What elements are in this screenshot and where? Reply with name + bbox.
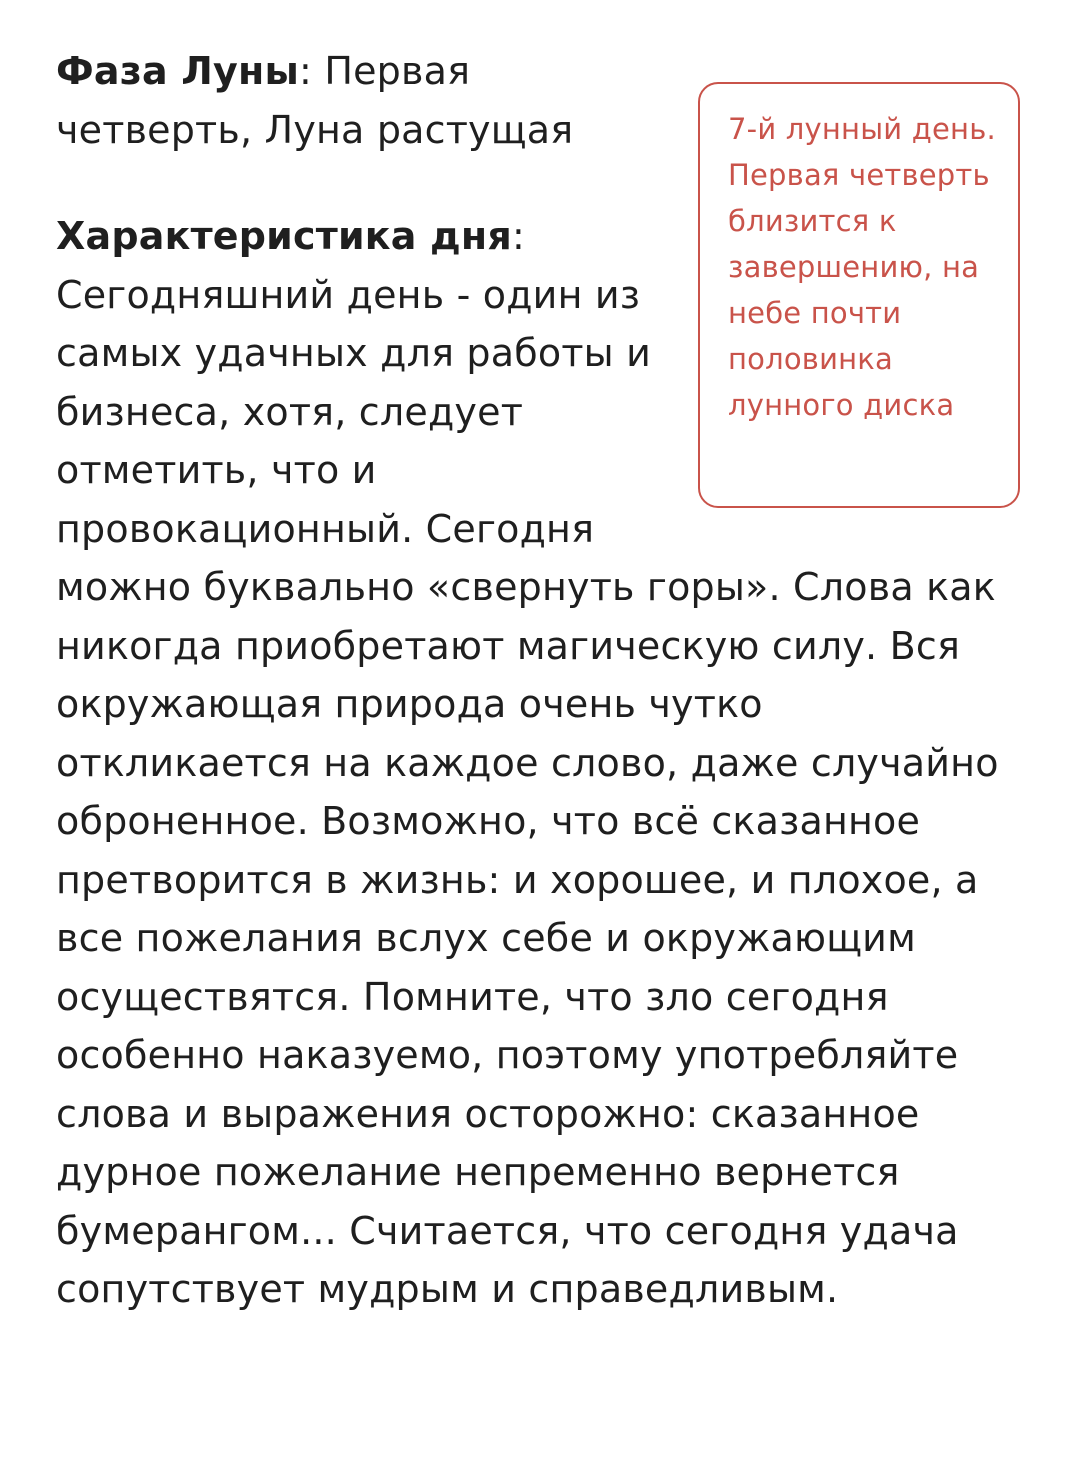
moon-phase-label: Фаза Луны — [56, 49, 300, 93]
callout-text: 7-й лунный день. Первая четверть близится к завершению, на небе почти половинка лунного диска — [728, 112, 996, 422]
day-characteristic-label: Характеристика дня — [56, 214, 512, 258]
day-characteristic-separator: : — [511, 214, 525, 258]
moon-phase-value: Первая четверть, Луна растущая — [56, 49, 574, 152]
day-characteristic-text: Сегодняшний день - один из самых удачных для работы и бизнеса, хотя, следует отметить, что и провокационный. Сегодня можно буквально «свернуть горы». Слова как никогда приобретают магическую силу. Вся окружающая природа очень чутко откликается на каждое слово, даже случайно оброненное. Возможно, что всё сказанное претворится в жизнь: и хорошее, и плохое, а все пожелания вслух себе и окружающим осуществятся. Помните, что зло сегодня особенно наказуемо, поэтому употребляйте слова и выражения осторожно: сказанное дурное пожелание непременно вернется бумерангом... Считается, что сегодня удача сопутствует мудрым и справедливым. — [56, 272, 999, 1311]
moon-phase-separator: : — [299, 49, 325, 93]
lunar-day-callout — [698, 82, 1020, 508]
